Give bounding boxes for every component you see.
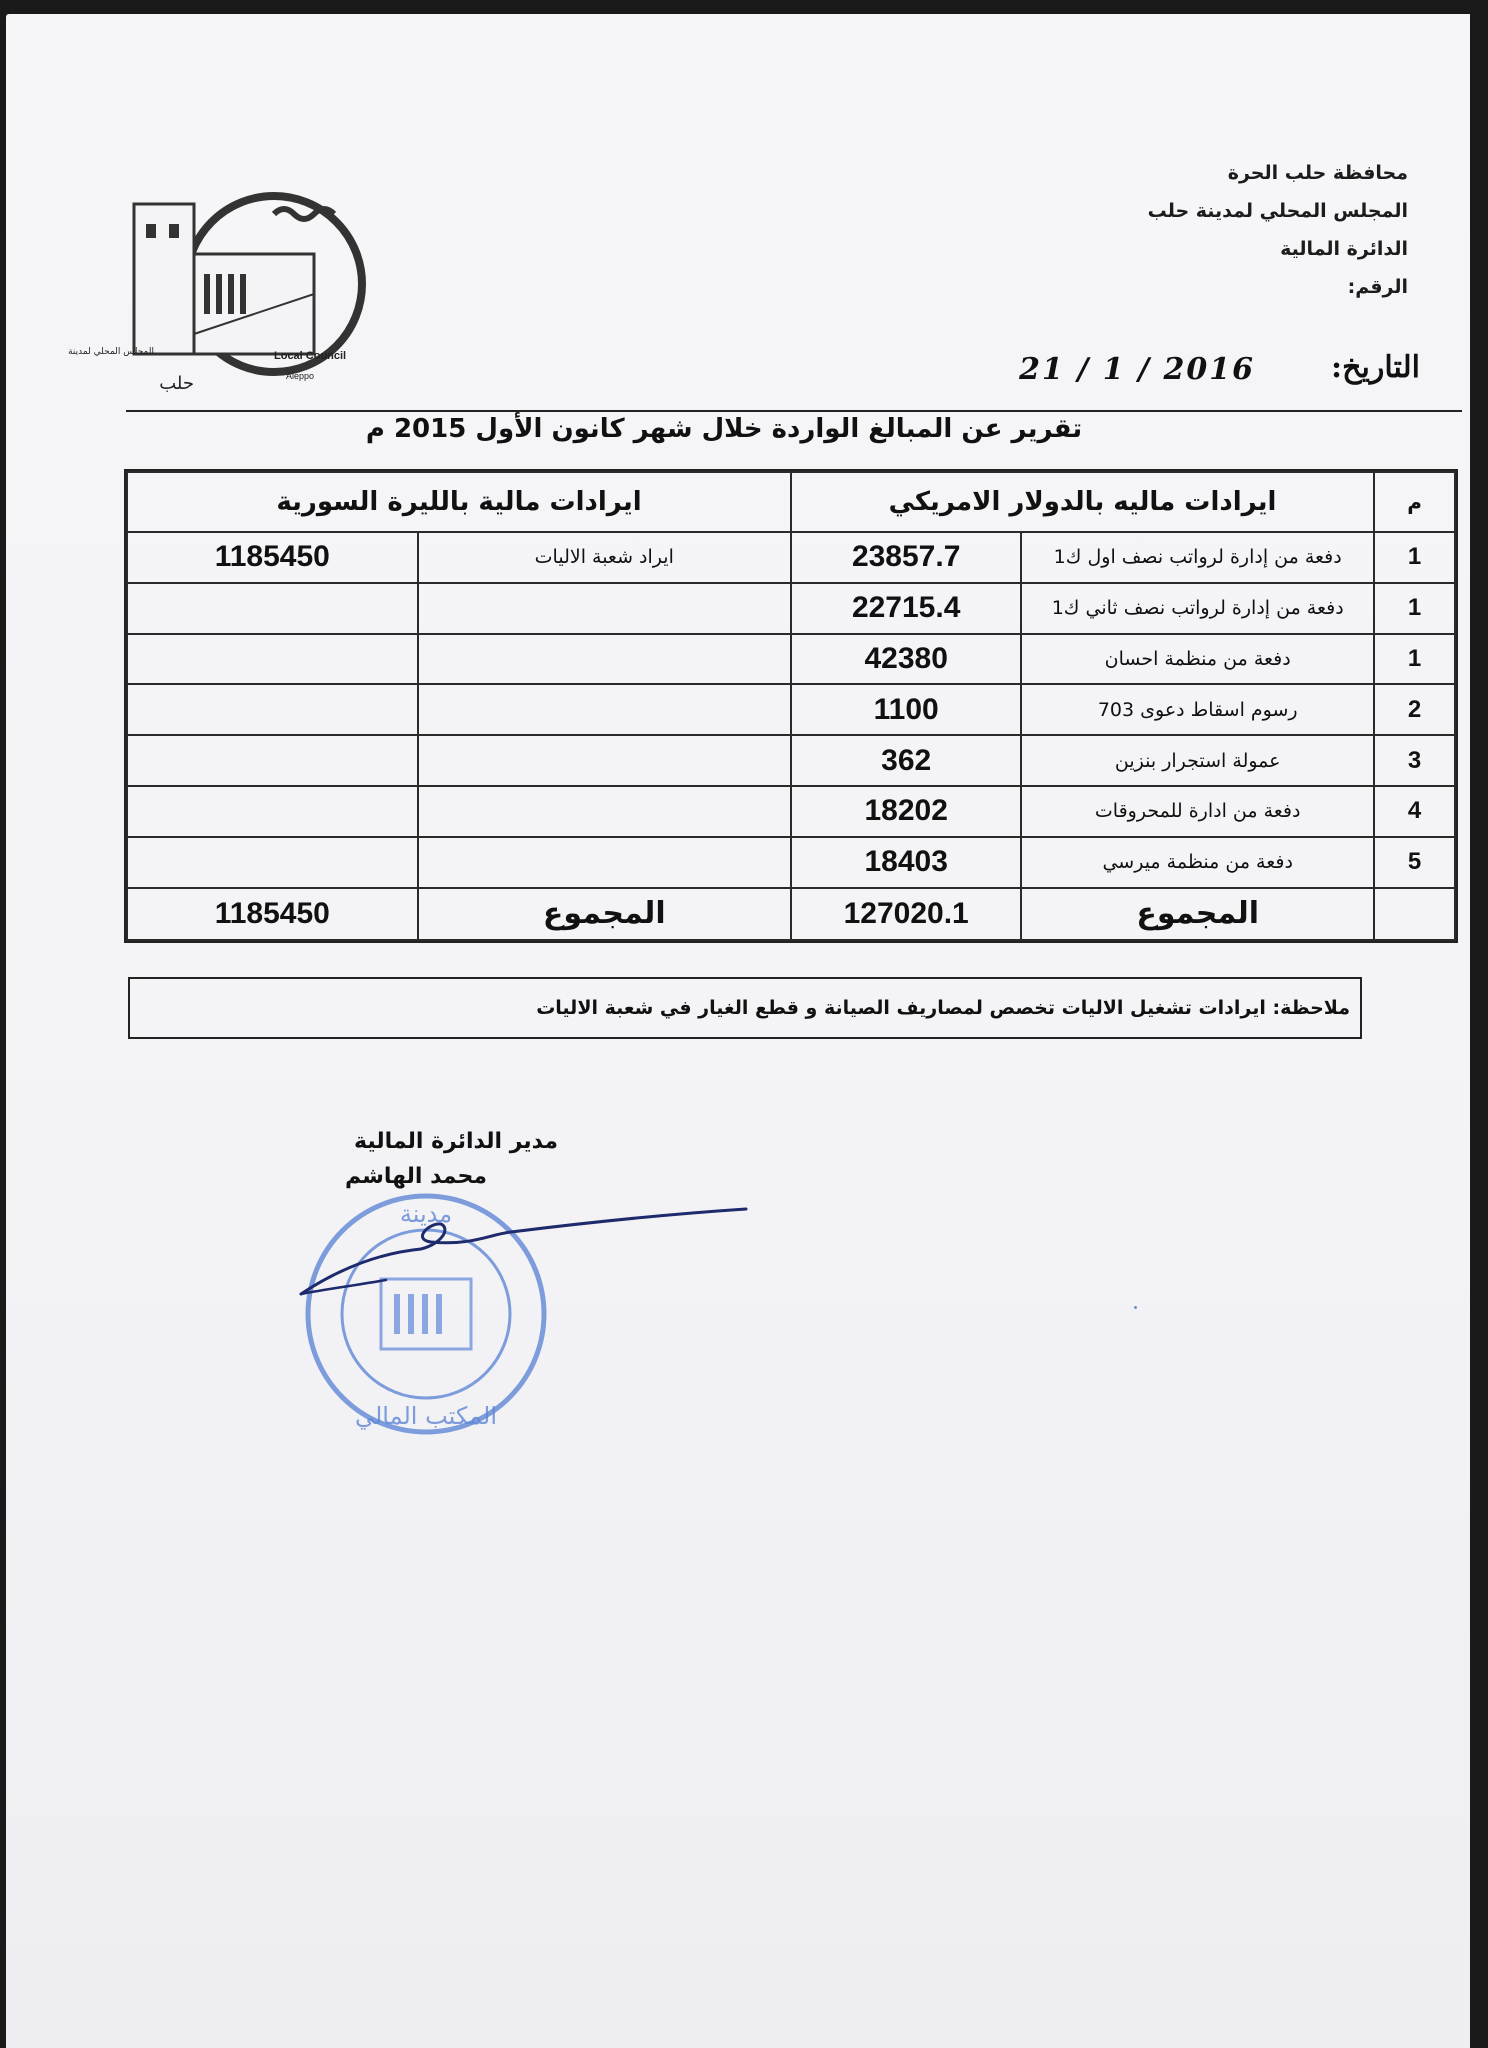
totals-row: [127, 888, 1455, 940]
table-row: [127, 786, 1455, 837]
title-rule: [126, 410, 1462, 412]
row-index: 2: [1374, 684, 1455, 735]
date-label: التاريخ:: [1331, 350, 1420, 385]
report-title: تقرير عن المبالغ الواردة خلال شهر كانون الأول 2015 م: [365, 414, 1083, 444]
usd-description: رسوم اسقاط دعوى 703: [1021, 684, 1374, 735]
logo-text-en2: Aleppo: [286, 371, 315, 381]
table-row: [127, 735, 1455, 786]
date-value: 2016 / 1 / 21: [1019, 352, 1255, 387]
column-header-index: م: [1374, 472, 1455, 532]
syp-description: [418, 786, 792, 837]
logo-text-ar: المجلس المحلي لمدينة: [68, 347, 154, 357]
table-header-row: [127, 472, 1455, 532]
row-index: 3: [1374, 735, 1455, 786]
stamp-text-bottom: المكتب المالي: [354, 1402, 498, 1430]
syp-amount: [127, 786, 418, 837]
usd-amount: 18403: [791, 837, 1021, 888]
header-line-3: الدائرة المالية: [1280, 238, 1408, 260]
syp-description: [418, 684, 792, 735]
usd-amount: 18202: [791, 786, 1021, 837]
letterhead: [1078, 154, 1408, 306]
signature-block: [266, 1129, 566, 1189]
table-row: [127, 532, 1455, 583]
note-text: ملاحظة: ايرادات تشغيل الاليات تخصص لمصاريف الصيانة و قطع الغيار في شعبة الاليات: [536, 997, 1350, 1019]
usd-amount: 23857.7: [791, 532, 1021, 583]
totals-index-blank: [1374, 888, 1455, 940]
syp-description: [418, 583, 792, 634]
usd-description: دفعة من إدارة لرواتب نصف اول ك1: [1021, 532, 1374, 583]
syp-amount: [127, 735, 418, 786]
usd-description: دفعة من إدارة لرواتب نصف ثاني ك1: [1021, 583, 1374, 634]
table-row: [127, 583, 1455, 634]
revenue-table: [124, 469, 1458, 943]
reference-label: الرقم:: [1347, 276, 1408, 298]
row-index: 5: [1374, 837, 1455, 888]
row-index: 1: [1374, 583, 1455, 634]
usd-description: عمولة استجرار بنزين: [1021, 735, 1374, 786]
usd-total-amount: 127020.1: [791, 888, 1021, 940]
usd-amount: 1100: [791, 684, 1021, 735]
date-row: [960, 344, 1420, 404]
usd-description: دفعة من منظمة احسان: [1021, 634, 1374, 685]
syp-amount: [127, 684, 418, 735]
syp-description: [418, 837, 792, 888]
syp-amount: [127, 837, 418, 888]
handwritten-signature: [291, 1194, 751, 1314]
syp-description: [418, 634, 792, 685]
syp-amount: [127, 634, 418, 685]
stamp-text-top: مدينة: [399, 1200, 453, 1228]
syp-total-amount: 1185450: [127, 888, 418, 940]
document-page: [6, 14, 1470, 2048]
usd-total-label: المجموع: [1021, 888, 1374, 940]
scan-speck: [1134, 1306, 1137, 1309]
syp-description: ايراد شعبة الاليات: [418, 532, 792, 583]
usd-description: دفعة من ادارة للمحروقات: [1021, 786, 1374, 837]
header-line-2: المجلس المحلي لمدينة حلب: [1147, 200, 1408, 222]
logo-text-ar2: حلب: [159, 373, 194, 394]
table-row: [127, 837, 1455, 888]
usd-amount: 42380: [791, 634, 1021, 685]
note-box: [128, 977, 1362, 1039]
usd-amount: 362: [791, 735, 1021, 786]
row-index: 4: [1374, 786, 1455, 837]
signatory-name: محمد الهاشم: [344, 1164, 488, 1189]
syp-amount: [127, 583, 418, 634]
column-header-syp: ايرادات مالية بالليرة السورية: [127, 472, 791, 532]
logo-text-en: Local Council: [274, 350, 347, 362]
usd-amount: 22715.4: [791, 583, 1021, 634]
syp-total-label: المجموع: [418, 888, 792, 940]
column-header-usd: ايرادات ماليه بالدولار الامريكي: [791, 472, 1374, 532]
syp-amount: 1185450: [127, 532, 418, 583]
council-logo: [68, 184, 369, 409]
row-index: 1: [1374, 634, 1455, 685]
usd-description: دفعة من منظمة ميرسي: [1021, 837, 1374, 888]
table-row: [127, 634, 1455, 685]
table-row: [127, 684, 1455, 735]
header-line-1: محافظة حلب الحرة: [1227, 162, 1408, 184]
syp-description: [418, 735, 792, 786]
row-index: 1: [1374, 532, 1455, 583]
signatory-title: مدير الدائرة المالية: [354, 1129, 558, 1154]
